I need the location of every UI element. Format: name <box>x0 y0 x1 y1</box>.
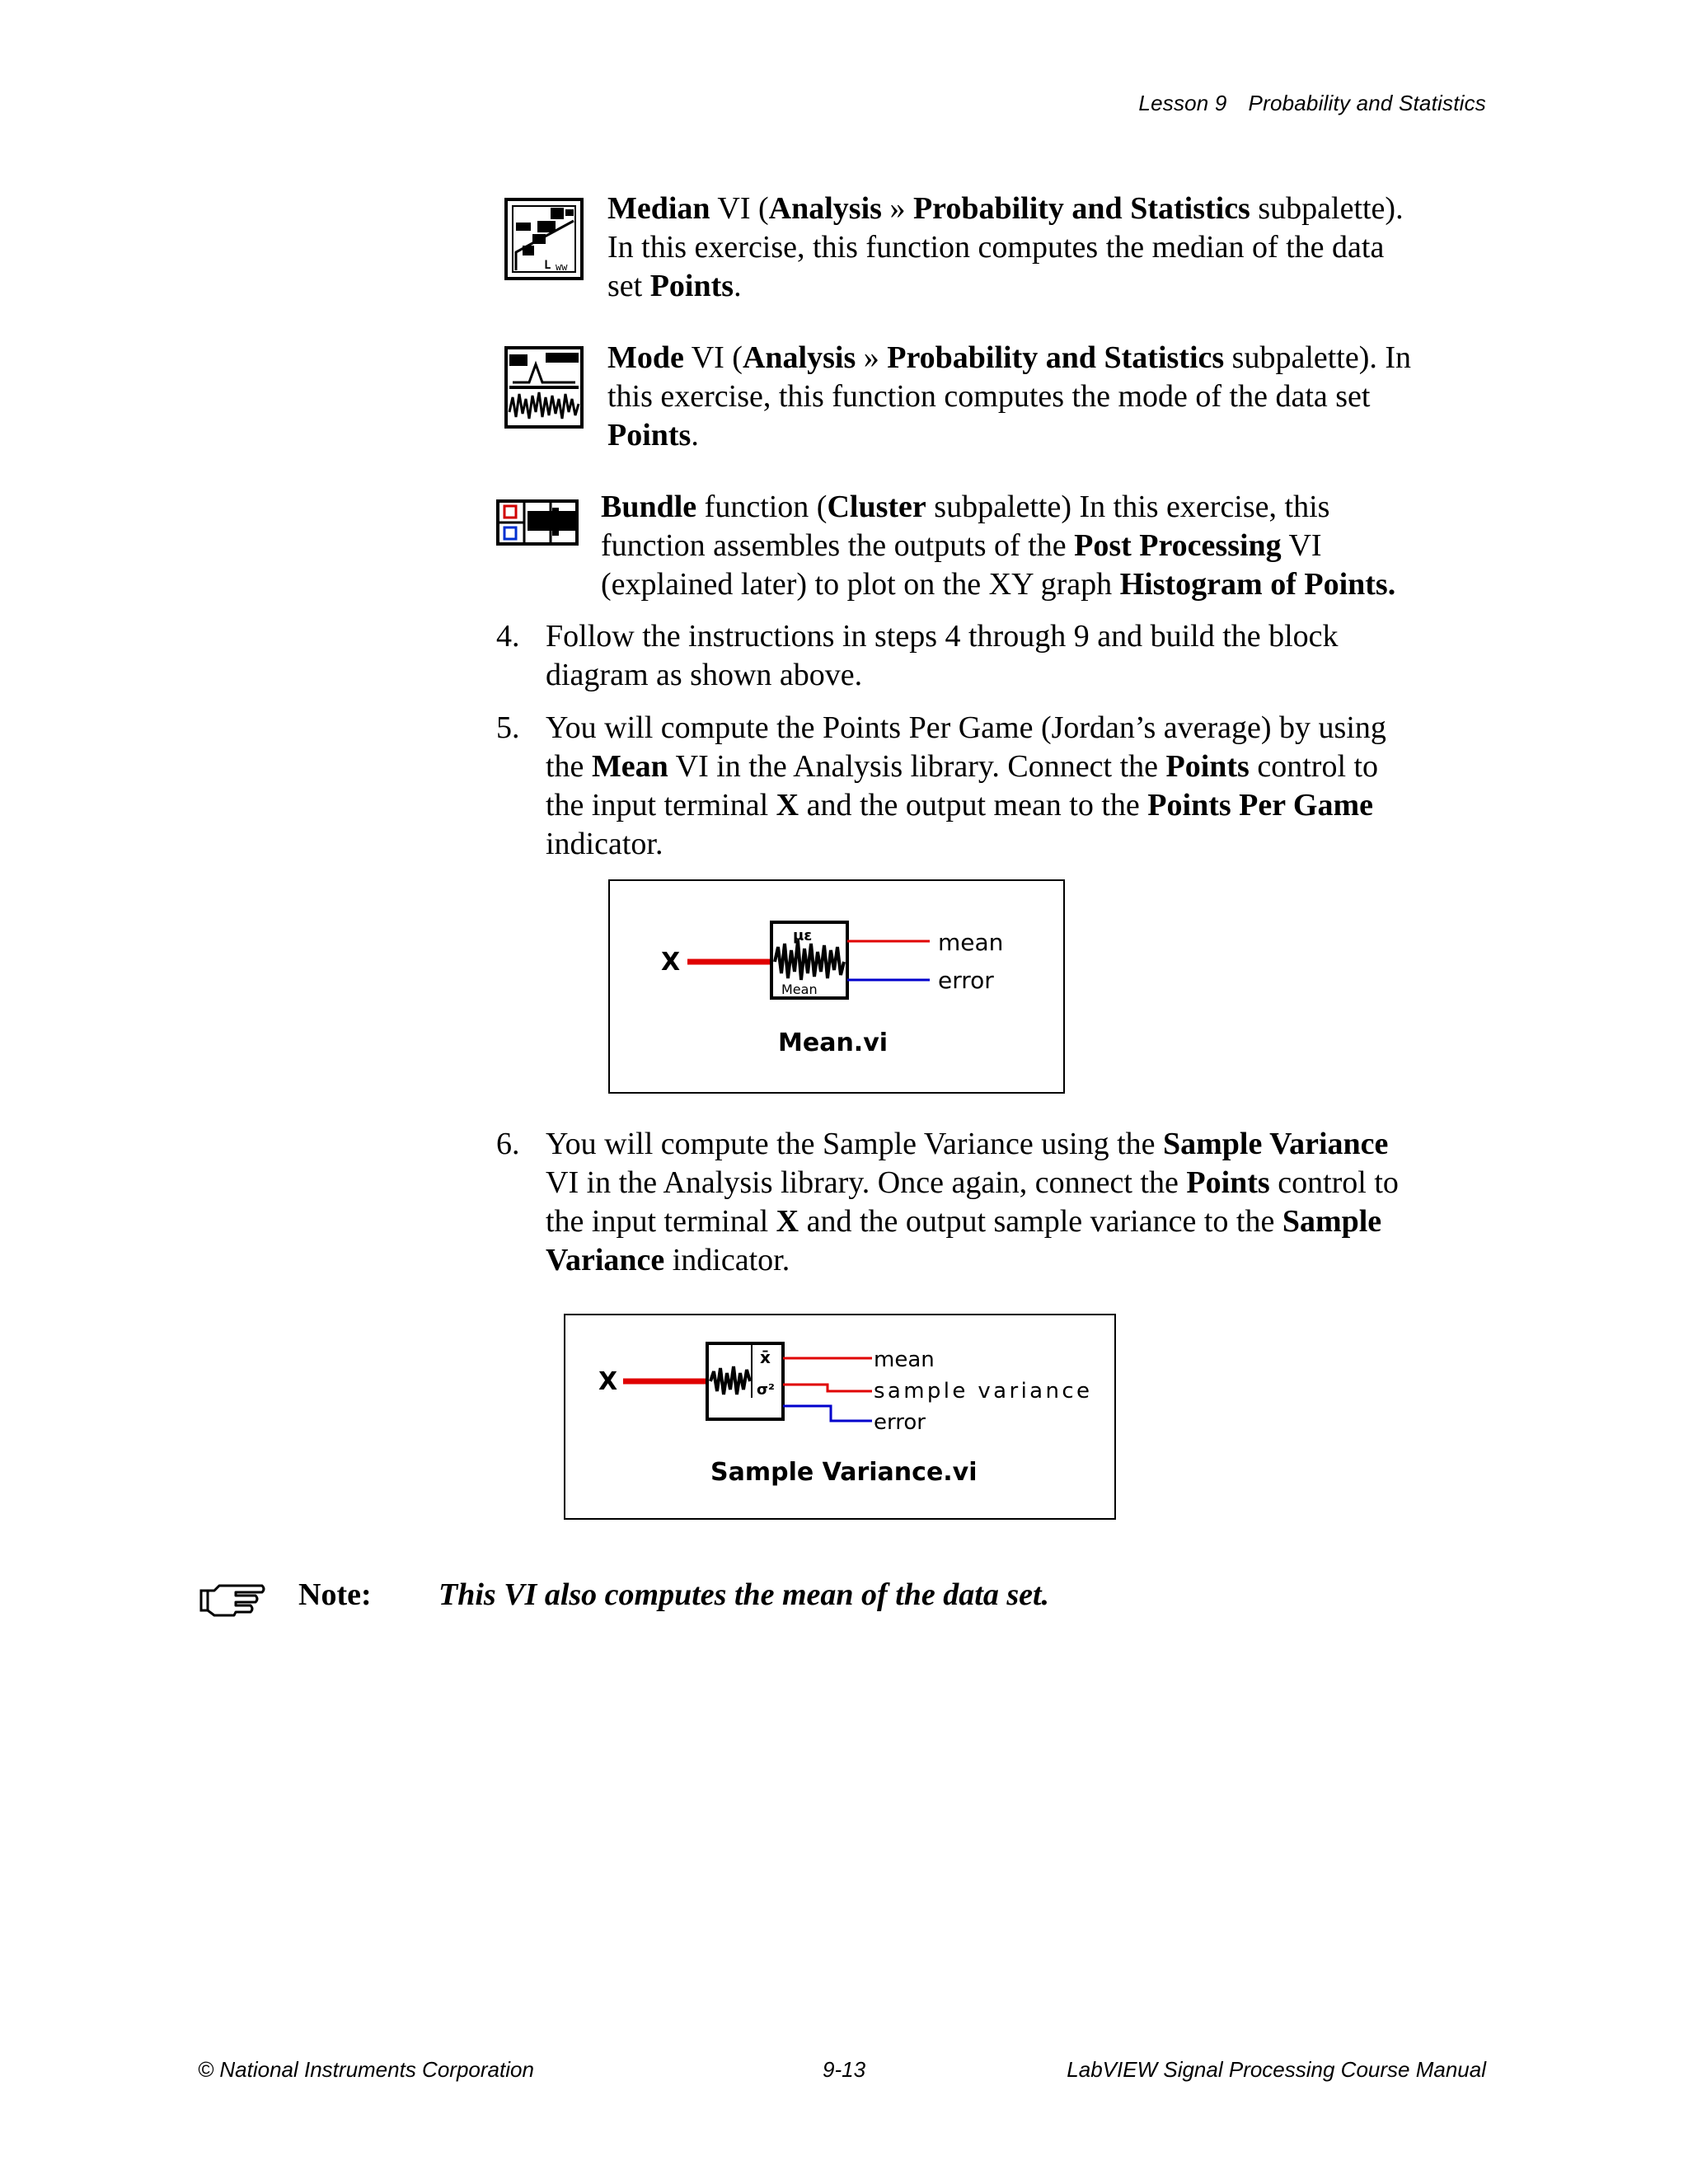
svg-text:Mean: Mean <box>781 982 818 997</box>
footer-copyright: © National Instruments Corporation <box>198 2057 534 2082</box>
mean-vi-diagram <box>608 879 1065 1094</box>
bundle-function-icon <box>496 499 579 546</box>
mode-vi-name: Mode <box>607 340 684 375</box>
median-vi-name: Median <box>607 191 710 226</box>
mean-output-label: mean <box>938 929 1004 956</box>
sample-variance-vi-diagram <box>564 1314 1116 1520</box>
variance-output-label: sample variance <box>874 1379 1090 1404</box>
svg-text:x̄: x̄ <box>760 1347 771 1367</box>
mode-vi-icon <box>504 346 584 429</box>
footer-page-number: 9-13 <box>823 2057 866 2082</box>
step-4-number: 4. <box>496 619 520 654</box>
step-5-text: You will compute the Points Per Game (Jordan’s average) by using the Mean VI in the Analysis library. Connect the Points control to the input terminal X and the output mean to the Points Per Game indicator. <box>546 710 1386 861</box>
mean-error-label: error <box>938 967 994 994</box>
variance-error-wire <box>783 1406 872 1421</box>
note-label: Note: <box>298 1577 372 1612</box>
svg-text:σ²: σ² <box>757 1381 775 1399</box>
svg-text:ww: ww <box>556 261 568 273</box>
pointing-hand-icon <box>198 1581 267 1621</box>
variance-error-label: error <box>874 1410 926 1435</box>
lesson-number: Lesson 9 <box>1138 91 1227 115</box>
lesson-title: Probability and Statistics <box>1248 91 1486 115</box>
mean-input-x-label: X <box>661 948 681 977</box>
variance-mean-label: mean <box>874 1347 935 1372</box>
variance-input-x-label: X <box>598 1367 618 1396</box>
bundle-function-description: Bundle function (Cluster subpalette) In this exercise, this function assembles the outputs of the Post Processing VI (explained later) to plot on the XY graph Histogram of Points. <box>601 490 1396 602</box>
svg-text:με: με <box>793 927 813 944</box>
sample-variance-vi-icon <box>707 1343 783 1419</box>
mean-vi-icon <box>771 922 847 998</box>
median-vi-description: Median VI (Analysis » Probability and Statistics subpalette). In this exercise, this function computes the median of the data set Points. <box>607 191 1404 303</box>
sample-variance-vi-caption: Sample Variance.vi <box>710 1458 978 1487</box>
mode-vi-description: Mode VI (Analysis » Probability and Statistics subpalette). In this exercise, this function computes the mode of the data set Points. <box>607 340 1412 452</box>
note-text: This VI also computes the mean of the data set. <box>438 1577 1050 1612</box>
variance-output-wire <box>783 1385 872 1391</box>
median-vi-icon <box>504 198 584 280</box>
bundle-function-name: Bundle <box>601 490 697 524</box>
step-5-number: 5. <box>496 710 520 745</box>
svg-text:L: L <box>544 259 551 272</box>
running-header <box>1138 91 1486 116</box>
footer-manual-title: LabVIEW Signal Processing Course Manual <box>1067 2057 1486 2082</box>
step-6-number: 6. <box>496 1127 520 1161</box>
mean-vi-caption: Mean.vi <box>778 1029 889 1057</box>
step-4-text: Follow the instructions in steps 4 through 9 and build the block diagram as shown above. <box>546 619 1339 692</box>
step-6-text: You will compute the Sample Variance using the Sample Variance VI in the Analysis library. Once again, connect the Points control to the input terminal X and the output sample variance to the Sample Variance indicator. <box>546 1127 1399 1277</box>
